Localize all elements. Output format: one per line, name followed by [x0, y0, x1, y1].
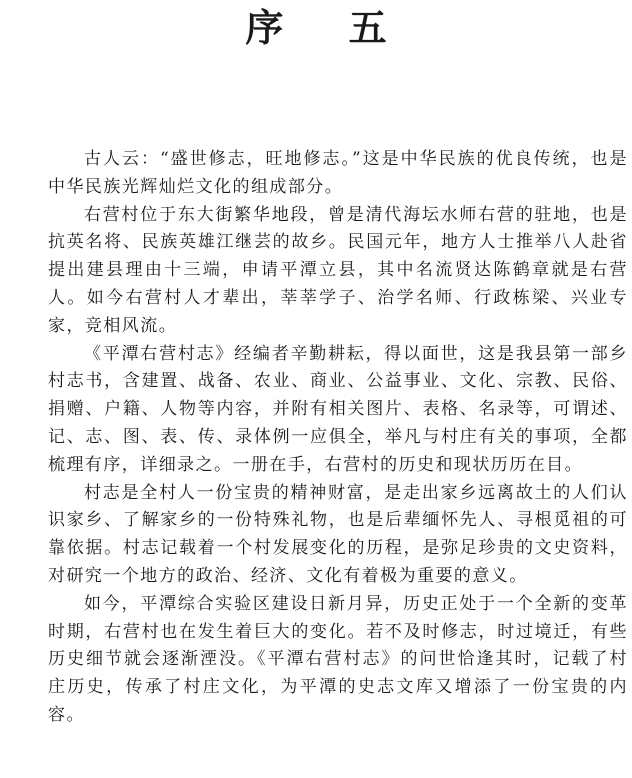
paragraph-3: 《平潭右营村志》经编者辛勤耕耘，得以面世，这是我县第一部乡村志书，含建置、战备、农业、商业、公益事业、文化、宗教、民俗、捐赠、户籍、人物等内容，并附有相关图片、表格、名录等，可谓述、记、志、图、表、传、录体例一应俱全，举凡与村庄有关的事项，全都梳理有序，详细录之。一册在手，右营村的历史和现状历历在目。 [48, 343, 628, 475]
paragraph-4: 村志是全村人一份宝贵的精神财富，是走出家乡远离故土的人们认识家乡、了解家乡的一份特殊礼物，也是后辈缅怀先人、寻根觅祖的可靠依据。村志记载着一个村发展变化的历程，是弥足珍贵的文史资料，对研究一个地方的政治、经济、文化有着极为重要的意义。 [48, 482, 628, 586]
paragraph-5: 如今，平潭综合实验区建设日新月异，历史正处于一个全新的变革时期，右营村也在发生着巨大的变化。若不及时修志，时过境迁，有些历史细节就会逐渐湮没。《平潭右营村志》的问世恰逢其时，记载了村庄历史，传承了村庄文化，为平潭的史志文库又增添了一份宝贵的内容。 [48, 593, 628, 725]
paragraph-2: 右营村位于东大街繁华地段，曾是清代海坛水师右营的驻地，也是抗英名将、民族英雄江继芸的故乡。民国元年，地方人士推举八人赴省提出建县理由十三端，申请平潭立县，其中名流贤达陈鹤章就是右营人。如今右营村人才辈出，莘莘学子、治学名师、行政栋梁、兴业专家，竞相风流。 [48, 204, 628, 336]
page-title: 序 五 [245, 5, 413, 50]
body-text [48, 146, 628, 730]
paragraph-1: 古人云：“盛世修志，旺地修志。”这是中华民族的优良传统，也是中华民族光辉灿烂文化的组成部分。 [48, 149, 628, 197]
